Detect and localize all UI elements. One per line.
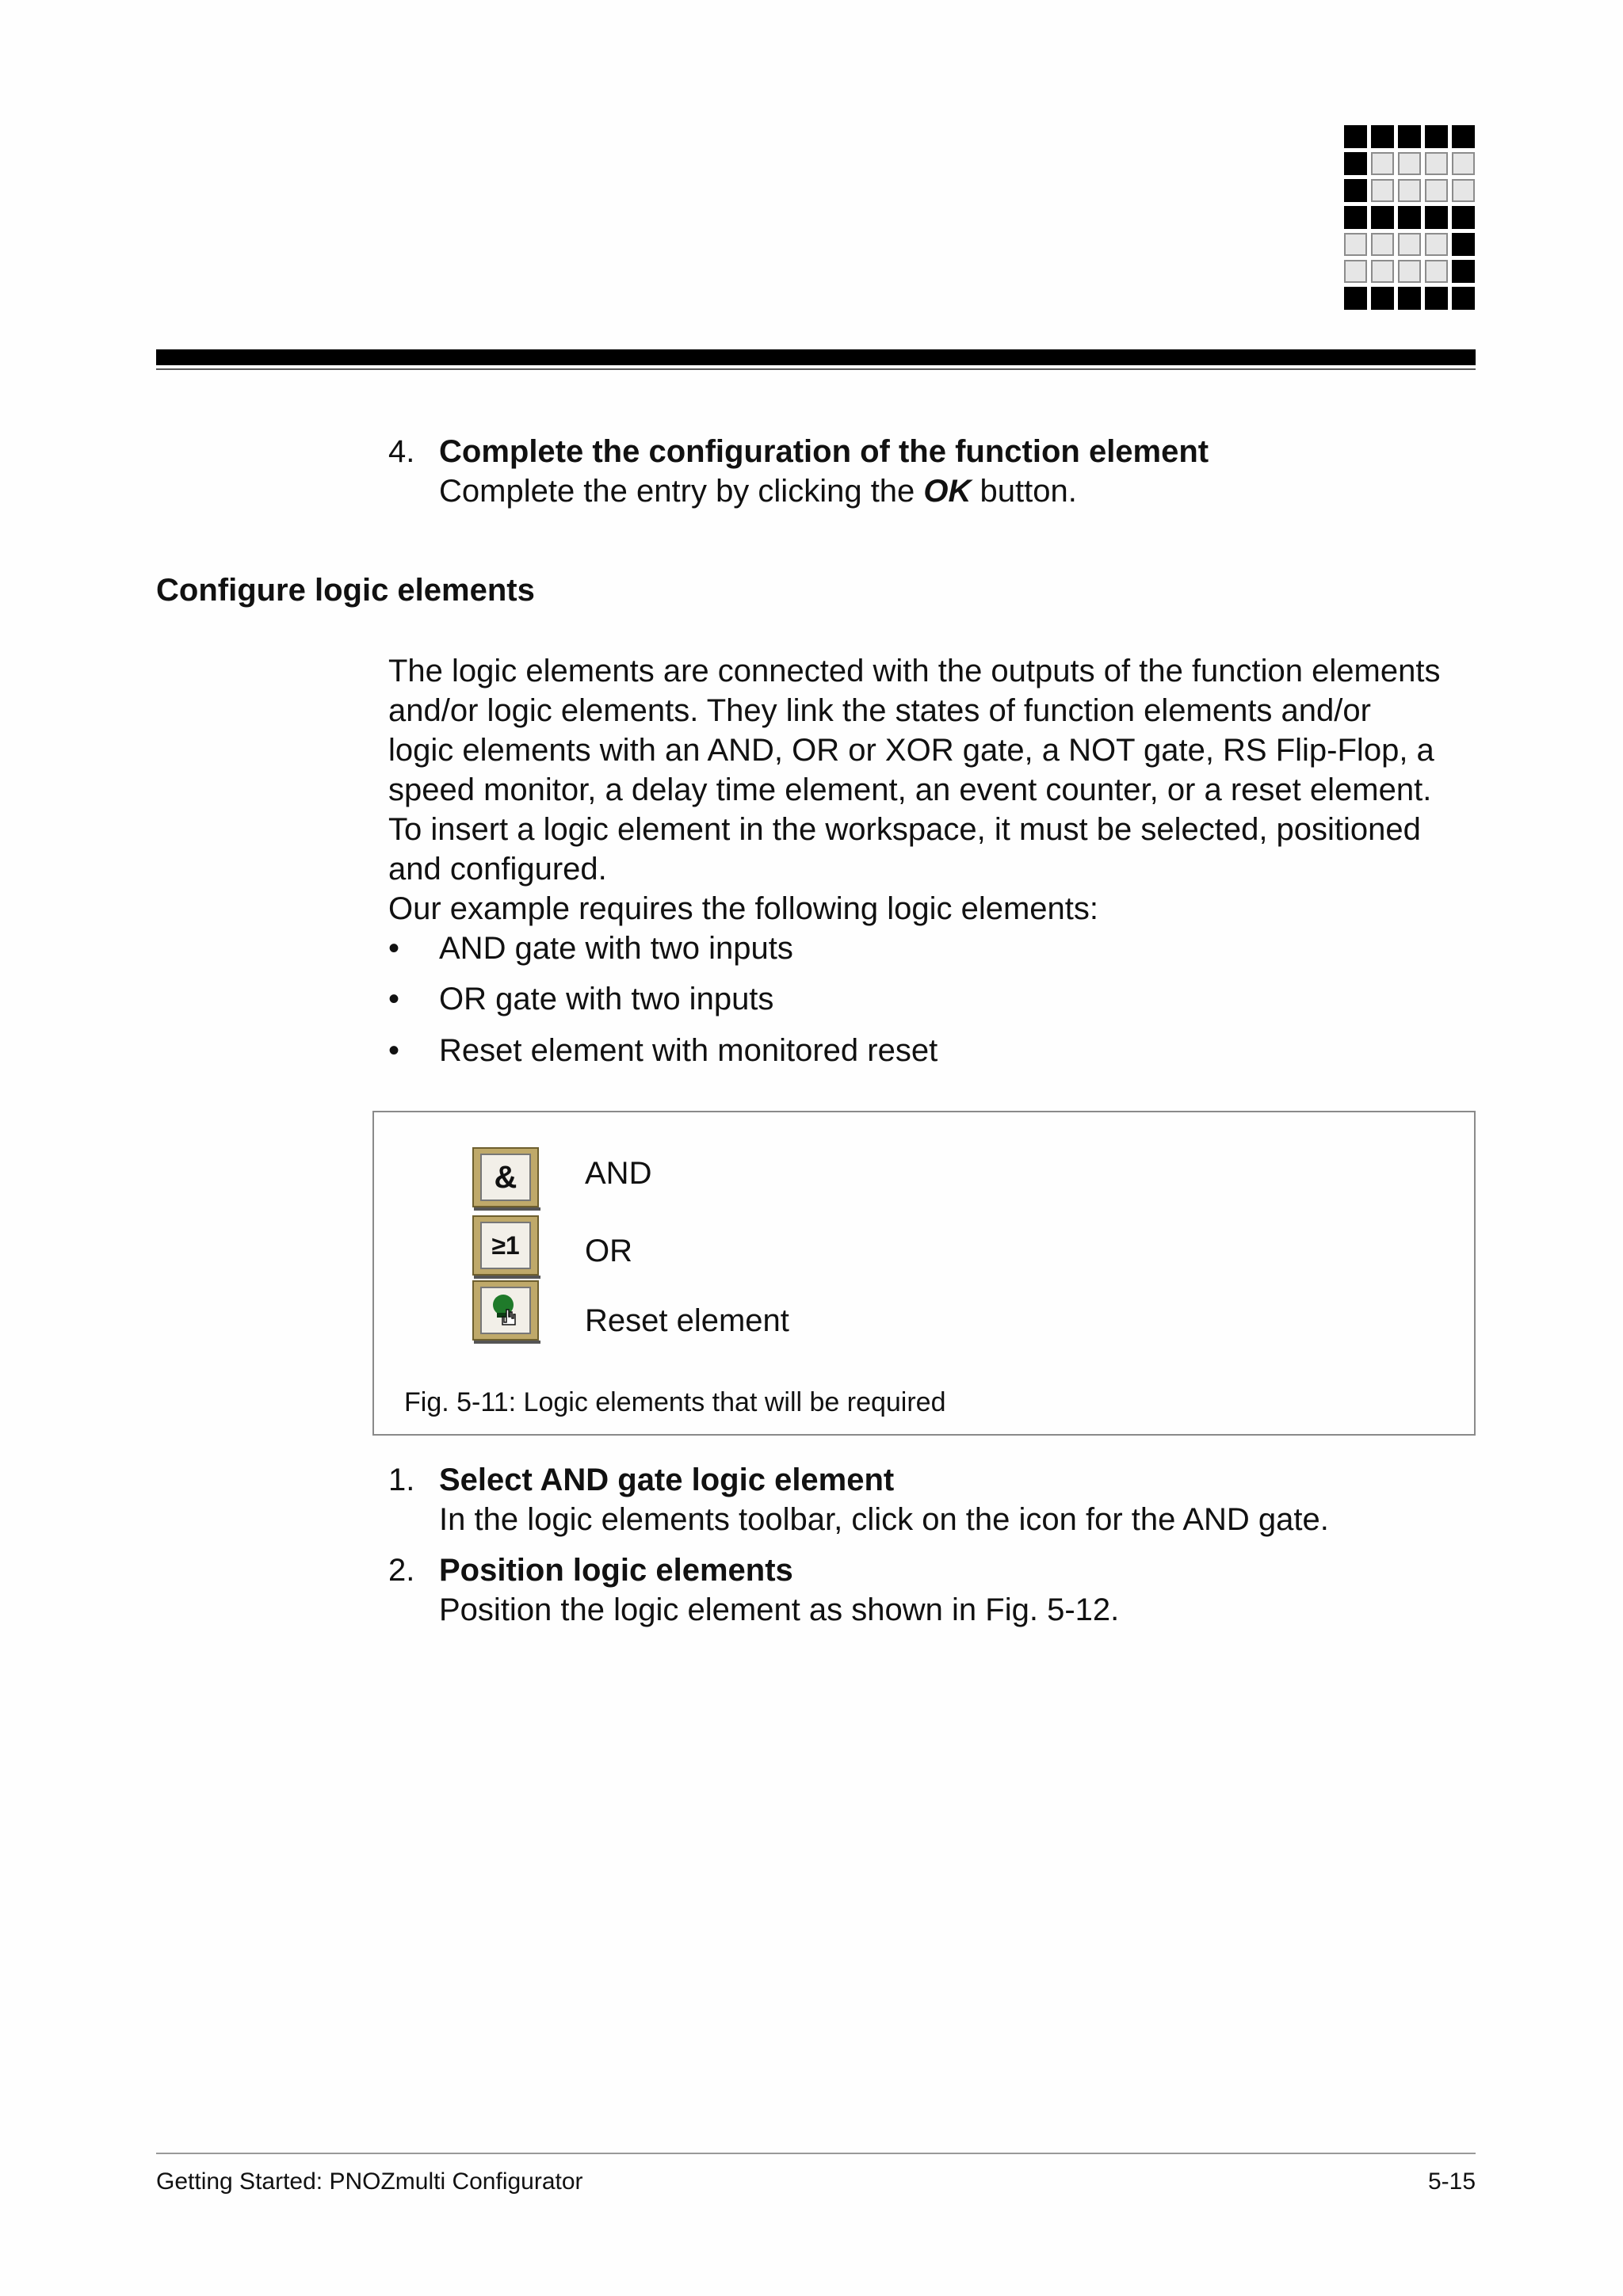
- header-rule: [156, 349, 1476, 365]
- logo-cell: [1425, 287, 1448, 310]
- logo-cell: [1425, 125, 1448, 148]
- figure-box: [372, 1111, 1476, 1436]
- logo-cell: [1425, 179, 1448, 202]
- logo-cell: [1344, 206, 1367, 229]
- paragraph-line: To insert a logic element in the workspace, it must be selected, positioned: [388, 812, 1421, 847]
- logo-cell: [1344, 287, 1367, 310]
- company-logo-icon: [1344, 125, 1476, 312]
- logo-cell: [1452, 206, 1475, 229]
- bullet-item: • OR gate with two inputs: [388, 982, 774, 1016]
- ok-button-reference: OK: [923, 474, 972, 509]
- figure-label-or: OR: [585, 1234, 632, 1268]
- logo-cell: [1398, 287, 1421, 310]
- figure-caption: Fig. 5-11: Logic elements that will be required: [404, 1387, 946, 1417]
- step-text: Complete the entry by clicking the OK button.: [439, 474, 1077, 509]
- step-text: Position the logic element as shown in Fig. 5-12.: [439, 1592, 1120, 1627]
- logo-cell: [1452, 287, 1475, 310]
- logo-cell: [1452, 152, 1475, 175]
- logo-cell: [1371, 287, 1394, 310]
- paragraph-line: Our example requires the following logic elements:: [388, 891, 1098, 926]
- logo-cell: [1371, 260, 1394, 283]
- logo-cell: [1398, 125, 1421, 148]
- paragraph-line: and configured.: [388, 852, 607, 887]
- logo-cell: [1344, 233, 1367, 256]
- footer-rule: [156, 2153, 1476, 2154]
- paragraph-line: The logic elements are connected with the outputs of the function elements: [388, 654, 1441, 688]
- logo-cell: [1371, 179, 1394, 202]
- step-number: 4.: [388, 434, 415, 469]
- bullet-item: • Reset element with monitored reset: [388, 1033, 938, 1068]
- step-text: In the logic elements toolbar, click on the icon for the AND gate.: [439, 1502, 1329, 1537]
- bullet-item: • AND gate with two inputs: [388, 931, 793, 966]
- and-gate-icon: &: [472, 1147, 539, 1207]
- page-number: 5-15: [1427, 2168, 1476, 2195]
- logo-cell: [1398, 260, 1421, 283]
- step-title: Select AND gate logic element: [439, 1463, 895, 1497]
- logo-cell: [1344, 152, 1367, 175]
- logo-cell: [1371, 233, 1394, 256]
- logo-cell: [1452, 179, 1475, 202]
- step-title: Position logic elements: [439, 1553, 793, 1588]
- step-number: 2.: [388, 1553, 415, 1588]
- logo-cell: [1398, 206, 1421, 229]
- section-heading: Configure logic elements: [156, 573, 535, 608]
- paragraph-line: and/or logic elements. They link the states of function elements and/or: [388, 693, 1371, 728]
- figure-label-and: AND: [585, 1156, 652, 1191]
- logo-cell: [1398, 233, 1421, 256]
- logo-cell: [1371, 125, 1394, 148]
- figure-label-reset: Reset element: [585, 1303, 789, 1338]
- section-paragraph: [388, 651, 1476, 929]
- step-number: 1.: [388, 1463, 415, 1497]
- reset-element-icon: [472, 1280, 539, 1341]
- step-title: Complete the configuration of the function element: [439, 434, 1209, 469]
- logo-cell: [1398, 152, 1421, 175]
- logo-cell: [1425, 152, 1448, 175]
- paragraph-line: logic elements with an AND, OR or XOR gate, a NOT gate, RS Flip-Flop, a: [388, 733, 1434, 768]
- logo-cell: [1344, 125, 1367, 148]
- logo-cell: [1452, 233, 1475, 256]
- logo-cell: [1425, 260, 1448, 283]
- logo-cell: [1398, 179, 1421, 202]
- logo-cell: [1371, 206, 1394, 229]
- or-gate-icon: ≥1: [472, 1215, 539, 1276]
- logo-cell: [1425, 206, 1448, 229]
- paragraph-line: speed monitor, a delay time element, an event counter, or a reset element.: [388, 772, 1432, 807]
- logo-cell: [1425, 233, 1448, 256]
- logo-cell: [1344, 179, 1367, 202]
- footer-title: Getting Started: PNOZmulti Configurator: [156, 2168, 583, 2195]
- logo-cell: [1371, 152, 1394, 175]
- logo-cell: [1344, 260, 1367, 283]
- logo-cell: [1452, 260, 1475, 283]
- header-rule-thin: [156, 368, 1476, 370]
- logo-cell: [1452, 125, 1475, 148]
